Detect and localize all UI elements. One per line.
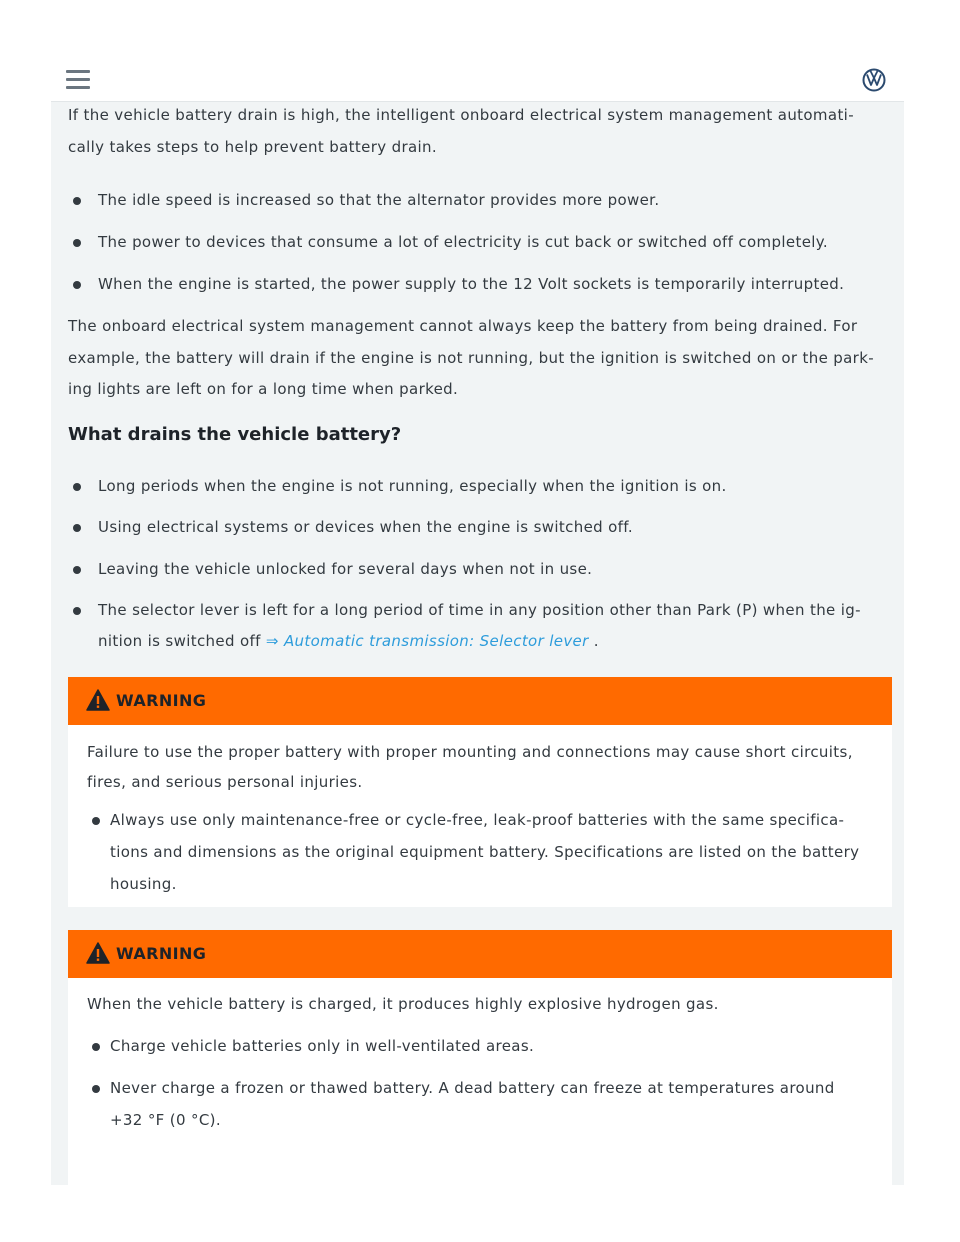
warning-title: WARNING xyxy=(116,944,207,963)
drain-item-text: nition is switched off xyxy=(98,632,261,650)
warning-text: When the vehicle battery is charged, it produces highly explosive hydrogen gas. xyxy=(87,995,719,1013)
bullet-dot xyxy=(73,281,81,289)
warning-title: WARNING xyxy=(116,691,207,710)
drain-item: The selector lever is left for a long period of time in any position other than Park (P) when the ig- xyxy=(98,601,861,619)
bullet-dot xyxy=(92,817,100,825)
warning-triangle-icon xyxy=(86,942,110,964)
warning-bullet-continued: +32 °F (0 °C). xyxy=(110,1111,221,1129)
drain-item: Leaving the vehicle unlocked for several days when not in use. xyxy=(98,560,593,578)
warning-header xyxy=(68,930,892,978)
step-item: The idle speed is increased so that the alternator provides more power. xyxy=(98,191,660,209)
warning-text: Failure to use the proper battery with proper mounting and connections may cause short circuits, xyxy=(87,743,853,761)
top-bar xyxy=(0,0,960,101)
limitation-line-1: The onboard electrical system management cannot always keep the battery from being drained. For xyxy=(68,317,858,335)
selector-lever-link[interactable]: ⇒ Automatic transmission: Selector lever xyxy=(265,632,589,650)
vw-logo-icon[interactable] xyxy=(862,68,886,92)
step-item: The power to devices that consume a lot of electricity is cut back or switched off completely. xyxy=(98,233,829,251)
warning-header xyxy=(68,677,892,725)
warning-box xyxy=(68,677,892,907)
bullet-dot xyxy=(73,483,81,491)
intro-line-1: If the vehicle battery drain is high, the intelligent onboard electrical system management automati- xyxy=(68,106,854,124)
warning-box xyxy=(68,930,892,1185)
warning-text: fires, and serious personal injuries. xyxy=(87,773,363,791)
bullet-dot xyxy=(92,1085,100,1093)
warning-bullet: Always use only maintenance-free or cycle-free, leak-proof batteries with the same specifica- xyxy=(110,811,845,829)
drain-item: Long periods when the engine is not running, especially when the ignition is on. xyxy=(98,477,727,495)
bullet-dot xyxy=(73,566,81,574)
section-heading: What drains the vehicle battery? xyxy=(68,424,402,445)
drain-item-period: . xyxy=(593,632,599,650)
intro-line-2: cally takes steps to help prevent battery drain. xyxy=(68,138,437,156)
bullet-dot xyxy=(73,607,81,615)
step-item: When the engine is started, the power supply to the 12 Volt sockets is temporarily interrupted. xyxy=(98,275,845,293)
warning-bullet: Charge vehicle batteries only in well-ventilated areas. xyxy=(110,1037,535,1055)
bullet-dot xyxy=(73,524,81,532)
warning-bullet: Never charge a frozen or thawed battery. A dead battery can freeze at temperatures around xyxy=(110,1079,835,1097)
limitation-line-3: ing lights are left on for a long time when parked. xyxy=(68,380,459,398)
warning-bullet-continued: housing. xyxy=(110,875,177,893)
bullet-dot xyxy=(73,239,81,247)
bullet-dot xyxy=(92,1043,100,1051)
drain-item: Using electrical systems or devices when the engine is switched off. xyxy=(98,518,633,536)
warning-bullet-continued: tions and dimensions as the original equipment battery. Specifications are listed on the battery xyxy=(110,843,860,861)
drain-item-continued xyxy=(98,627,599,656)
bullet-dot xyxy=(73,197,81,205)
limitation-line-2: example, the battery will drain if the engine is not running, but the ignition is switched on or the park- xyxy=(68,349,875,367)
warning-triangle-icon xyxy=(86,689,110,711)
menu-icon[interactable] xyxy=(66,70,90,88)
